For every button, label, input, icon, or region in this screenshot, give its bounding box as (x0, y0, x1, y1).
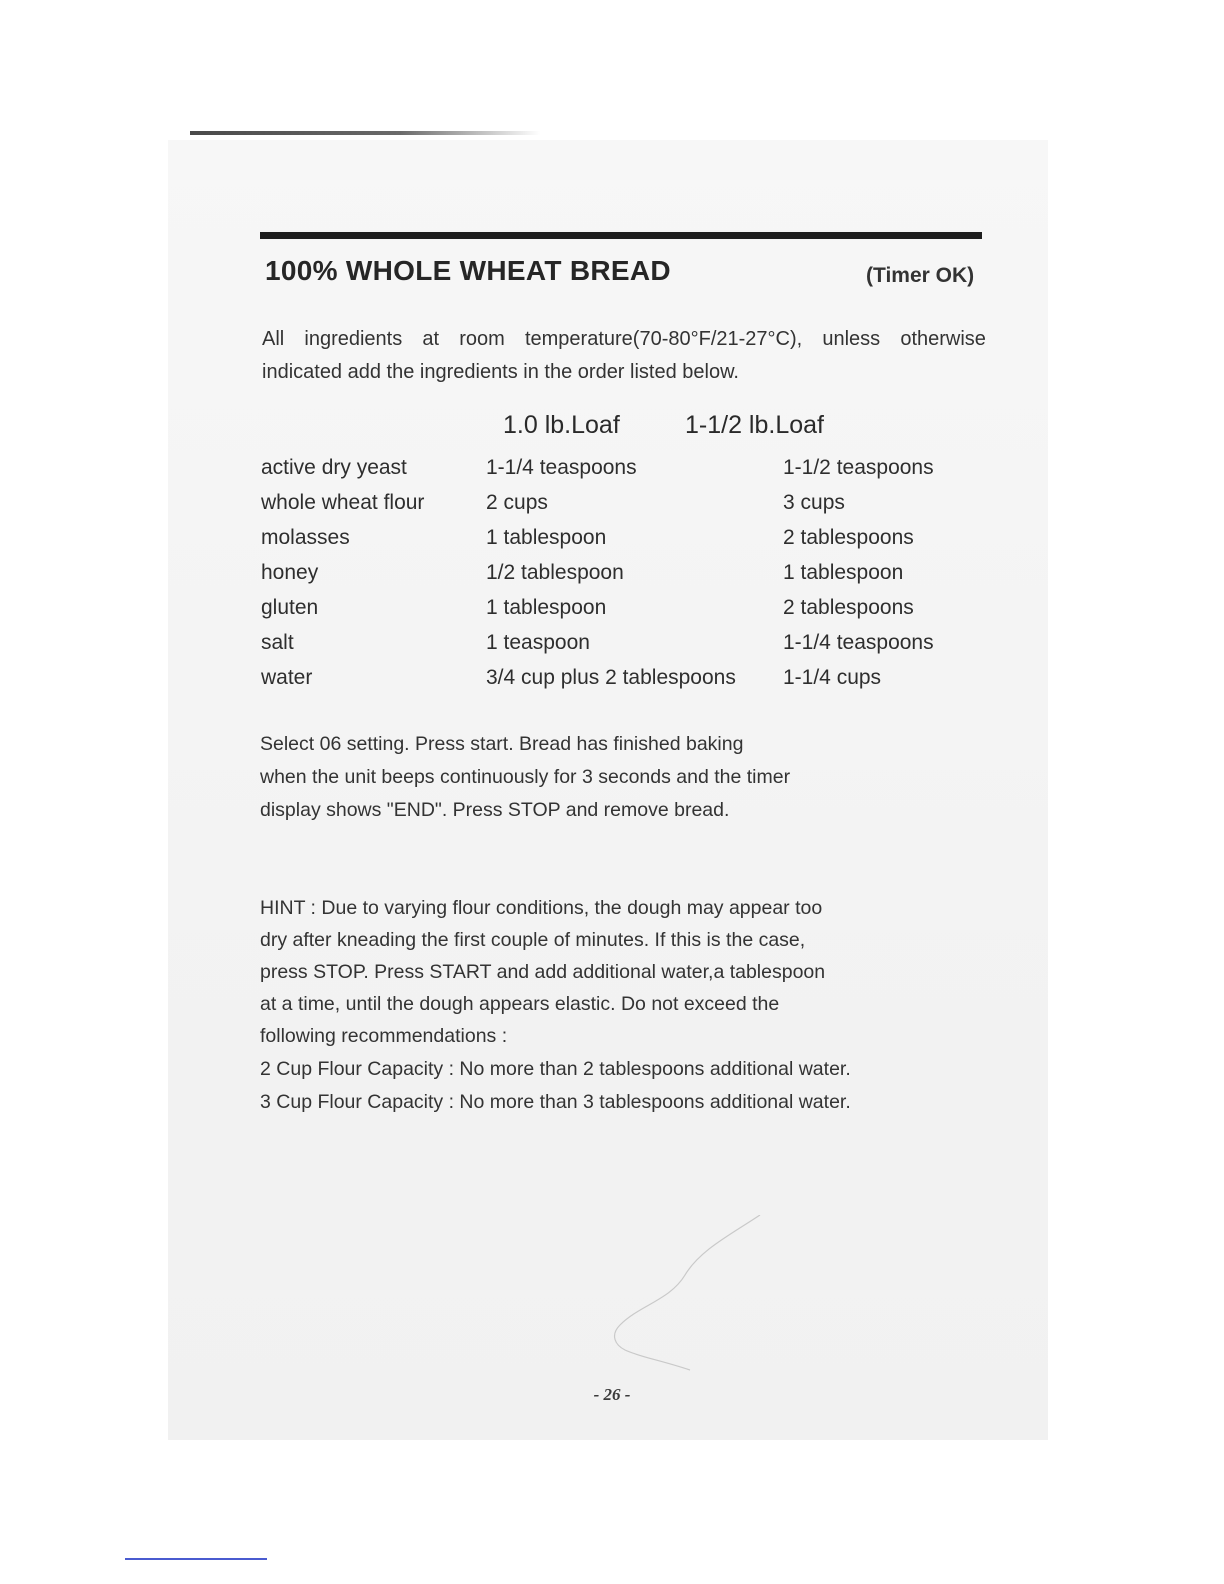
scan-top-edge (190, 131, 540, 135)
amount-large-loaf: 2 tablespoons (783, 526, 914, 549)
instruction-line: display shows "END". Press STOP and remove bread. (260, 799, 730, 821)
hint-line: press STOP. Press START and add additional water,a tablespoon (260, 961, 826, 983)
amount-large-loaf: 1-1/4 teaspoons (783, 631, 934, 654)
hint-line: following recommendations : (260, 1025, 508, 1047)
instruction-line: when the unit beeps continuously for 3 seconds and the timer (260, 766, 791, 788)
ingredient-row (0, 491, 1224, 526)
amount-small-loaf: 1-1/4 teaspoons (486, 456, 637, 479)
amount-large-loaf: 1-1/2 teaspoons (783, 456, 934, 479)
intro-word: All (262, 328, 285, 350)
intro-word: room (459, 328, 505, 350)
intro-word: otherwise (900, 328, 986, 350)
header-small-loaf: 1.0 lb.Loaf (503, 411, 620, 439)
ingredient-name: honey (261, 561, 319, 584)
hint-line: 2 Cup Flour Capacity : No more than 2 tablespoons additional water. (260, 1058, 851, 1080)
hint-line: at a time, until the dough appears elastic. Do not exceed the (260, 993, 780, 1015)
amount-small-loaf: 3/4 cup plus 2 tablespoons (486, 666, 736, 689)
title-rule (260, 232, 982, 239)
amount-small-loaf: 1 tablespoon (486, 526, 607, 549)
ingredient-name: salt (261, 631, 294, 654)
intro-word: unless (822, 328, 881, 350)
instruction-line: Select 06 setting. Press start. Bread has finished baking (260, 733, 744, 755)
ingredient-row (0, 526, 1224, 561)
intro-line-2: indicated add the ingredients in the order listed below. (262, 361, 739, 383)
paper-crease (600, 1215, 800, 1375)
ingredient-row (0, 596, 1224, 631)
timer-note: (Timer OK) (866, 264, 975, 287)
amount-small-loaf: 1 teaspoon (486, 631, 590, 654)
header-large-loaf: 1-1/2 lb.Loaf (685, 411, 824, 439)
ingredient-name: molasses (261, 526, 350, 549)
amount-large-loaf: 1-1/4 cups (783, 666, 882, 689)
recipe-title: 100% WHOLE WHEAT BREAD (265, 255, 671, 286)
ingredient-name: active dry yeast (261, 456, 407, 479)
amount-small-loaf: 2 cups (486, 491, 548, 514)
intro-word: ingredients (304, 328, 403, 350)
amount-large-loaf: 2 tablespoons (783, 596, 914, 619)
ingredient-row (0, 561, 1224, 596)
intro-word: temperature(70-80°F/21-27°C), (524, 328, 803, 350)
intro-line-1 (262, 328, 986, 351)
hint-line: HINT : Due to varying flour conditions, the dough may appear too (260, 897, 823, 919)
intro-word: at (422, 328, 440, 350)
amount-small-loaf: 1 tablespoon (486, 596, 607, 619)
hint-line: 3 Cup Flour Capacity : No more than 3 tablespoons additional water. (260, 1091, 851, 1113)
amount-large-loaf: 3 cups (783, 491, 845, 514)
ingredient-row (0, 666, 1224, 701)
ingredient-row (0, 631, 1224, 666)
ingredient-name: water (261, 666, 313, 689)
scan-bottom-mark (125, 1558, 267, 1560)
ingredient-row (0, 456, 1224, 491)
ingredient-name: whole wheat flour (261, 491, 425, 514)
page-number: - 26 - (593, 1385, 631, 1404)
ingredient-name: gluten (261, 596, 319, 619)
amount-small-loaf: 1/2 tablespoon (486, 561, 624, 584)
hint-line: dry after kneading the first couple of minutes. If this is the case, (260, 929, 806, 951)
amount-large-loaf: 1 tablespoon (783, 561, 904, 584)
